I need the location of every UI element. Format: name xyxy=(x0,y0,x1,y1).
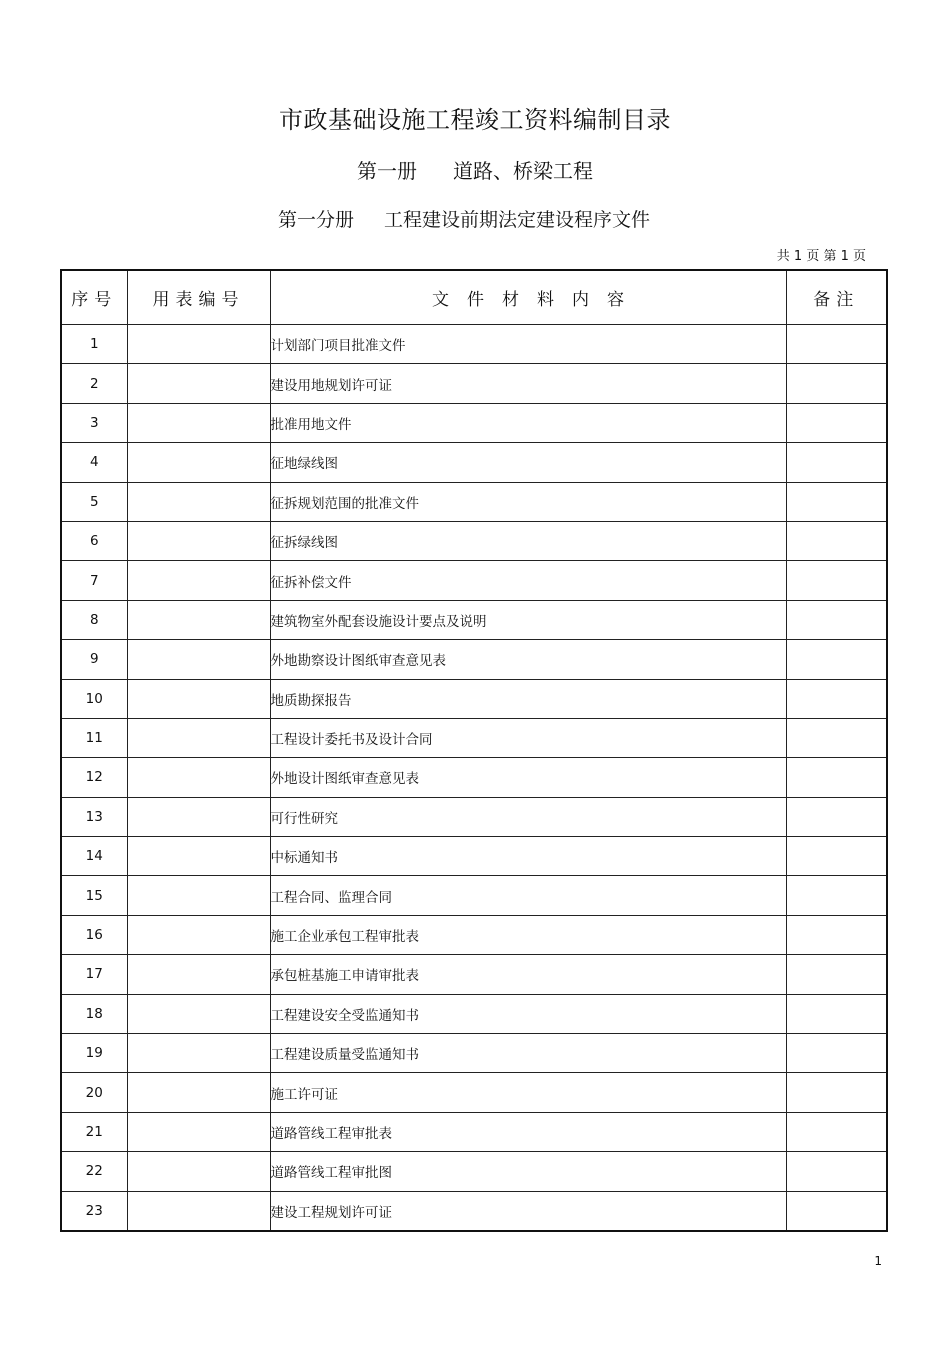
row-form-code xyxy=(127,797,270,836)
row-content: 施工企业承包工程审批表 xyxy=(270,915,786,954)
volume-heading xyxy=(0,155,950,184)
row-remark xyxy=(786,443,887,482)
row-number: 1 xyxy=(61,325,127,364)
row-number: 15 xyxy=(61,876,127,915)
row-form-code xyxy=(127,482,270,521)
row-form-code xyxy=(127,325,270,364)
row-number: 8 xyxy=(61,600,127,639)
row-content: 建筑物室外配套设施设计要点及说明 xyxy=(270,600,786,639)
row-content: 工程建设安全受监通知书 xyxy=(270,994,786,1033)
table-row xyxy=(61,876,887,915)
table-row xyxy=(61,1112,887,1151)
row-number: 10 xyxy=(61,679,127,718)
row-number: 3 xyxy=(61,403,127,442)
row-remark xyxy=(786,521,887,560)
volume-label: 第一册 xyxy=(357,159,417,183)
table-row xyxy=(61,640,887,679)
section-label: 第一分册 xyxy=(277,209,354,231)
row-form-code xyxy=(127,1034,270,1073)
volume-name: 道路、桥梁工程 xyxy=(453,159,593,183)
row-remark xyxy=(786,955,887,994)
table-row xyxy=(61,364,887,403)
row-content: 批准用地文件 xyxy=(270,403,786,442)
table-row xyxy=(61,679,887,718)
row-form-code xyxy=(127,679,270,718)
table-row xyxy=(61,797,887,836)
row-form-code xyxy=(127,758,270,797)
row-remark xyxy=(786,994,887,1033)
row-content: 工程合同、监理合同 xyxy=(270,876,786,915)
row-number: 19 xyxy=(61,1034,127,1073)
row-content: 征拆规划范围的批准文件 xyxy=(270,482,786,521)
row-form-code xyxy=(127,403,270,442)
row-number: 11 xyxy=(61,718,127,757)
row-form-code xyxy=(127,718,270,757)
row-content: 中标通知书 xyxy=(270,837,786,876)
row-remark xyxy=(786,600,887,639)
row-remark xyxy=(786,915,887,954)
table-row xyxy=(61,1073,887,1112)
row-remark xyxy=(786,1152,887,1191)
row-content: 外地设计图纸审查意见表 xyxy=(270,758,786,797)
row-number: 18 xyxy=(61,994,127,1033)
table-row xyxy=(61,758,887,797)
table-row xyxy=(61,994,887,1033)
row-form-code xyxy=(127,364,270,403)
table-header-row xyxy=(61,270,887,325)
row-content: 计划部门项目批准文件 xyxy=(270,325,786,364)
row-content: 工程设计委托书及设计合同 xyxy=(270,718,786,757)
row-number: 21 xyxy=(61,1112,127,1151)
row-form-code xyxy=(127,876,270,915)
row-form-code xyxy=(127,1152,270,1191)
row-form-code xyxy=(127,994,270,1033)
row-remark xyxy=(786,325,887,364)
row-content: 建设用地规划许可证 xyxy=(270,364,786,403)
table-row xyxy=(61,915,887,954)
row-remark xyxy=(786,797,887,836)
table-row xyxy=(61,325,887,364)
row-number: 12 xyxy=(61,758,127,797)
row-number: 13 xyxy=(61,797,127,836)
row-content: 施工许可证 xyxy=(270,1073,786,1112)
table-row xyxy=(61,482,887,521)
row-number: 9 xyxy=(61,640,127,679)
row-remark xyxy=(786,1191,887,1231)
table-body xyxy=(61,325,887,1231)
table-row xyxy=(61,955,887,994)
table-row xyxy=(61,837,887,876)
row-number: 20 xyxy=(61,1073,127,1112)
table-row xyxy=(61,521,887,560)
row-content: 外地勘察设计图纸审查意见表 xyxy=(270,640,786,679)
table-row xyxy=(61,1034,887,1073)
row-remark xyxy=(786,1073,887,1112)
row-content: 道路管线工程审批图 xyxy=(270,1152,786,1191)
row-form-code xyxy=(127,521,270,560)
row-content: 承包桩基施工申请审批表 xyxy=(270,955,786,994)
row-form-code xyxy=(127,1112,270,1151)
row-number: 2 xyxy=(61,364,127,403)
header-form-code: 用表编号 xyxy=(127,270,270,325)
document-title: 市政基础设施工程竣工资料编制目录 xyxy=(279,106,671,134)
row-content: 征地绿线图 xyxy=(270,443,786,482)
table-row xyxy=(61,403,887,442)
row-content: 地质勘探报告 xyxy=(270,679,786,718)
row-remark xyxy=(786,837,887,876)
row-form-code xyxy=(127,955,270,994)
row-number: 6 xyxy=(61,521,127,560)
row-number: 4 xyxy=(61,443,127,482)
row-form-code xyxy=(127,1191,270,1231)
row-remark xyxy=(786,1034,887,1073)
row-content: 工程建设质量受监通知书 xyxy=(270,1034,786,1073)
row-remark xyxy=(786,482,887,521)
row-content: 征拆补偿文件 xyxy=(270,561,786,600)
row-number: 5 xyxy=(61,482,127,521)
row-form-code xyxy=(127,443,270,482)
table-row xyxy=(61,1152,887,1191)
row-remark xyxy=(786,758,887,797)
row-remark xyxy=(786,1112,887,1151)
table-row xyxy=(61,1191,887,1231)
row-form-code xyxy=(127,915,270,954)
row-number: 14 xyxy=(61,837,127,876)
row-form-code xyxy=(127,600,270,639)
row-remark xyxy=(786,679,887,718)
section-heading xyxy=(0,205,928,232)
row-form-code xyxy=(127,837,270,876)
row-remark xyxy=(786,876,887,915)
page-info: 共 1 页 第 1 页 xyxy=(776,249,866,264)
row-remark xyxy=(786,364,887,403)
row-number: 23 xyxy=(61,1191,127,1231)
row-remark xyxy=(786,561,887,600)
table-row xyxy=(61,718,887,757)
row-content: 道路管线工程审批表 xyxy=(270,1112,786,1151)
toc-table xyxy=(60,269,888,1232)
row-number: 16 xyxy=(61,915,127,954)
table-row xyxy=(61,561,887,600)
row-content: 征拆绿线图 xyxy=(270,521,786,560)
row-content: 建设工程规划许可证 xyxy=(270,1191,786,1231)
header-content: 文件材料内容 xyxy=(270,270,786,325)
row-remark xyxy=(786,718,887,757)
header-remark: 备注 xyxy=(786,270,887,325)
section-name: 工程建设前期法定建设程序文件 xyxy=(384,209,651,231)
table-row xyxy=(61,443,887,482)
page-number: 1 xyxy=(874,1254,882,1268)
row-form-code xyxy=(127,561,270,600)
row-remark xyxy=(786,640,887,679)
row-content: 可行性研究 xyxy=(270,797,786,836)
header-no: 序号 xyxy=(61,270,127,325)
row-form-code xyxy=(127,1073,270,1112)
row-form-code xyxy=(127,640,270,679)
row-remark xyxy=(786,403,887,442)
table-row xyxy=(61,600,887,639)
row-number: 17 xyxy=(61,955,127,994)
row-number: 22 xyxy=(61,1152,127,1191)
row-number: 7 xyxy=(61,561,127,600)
